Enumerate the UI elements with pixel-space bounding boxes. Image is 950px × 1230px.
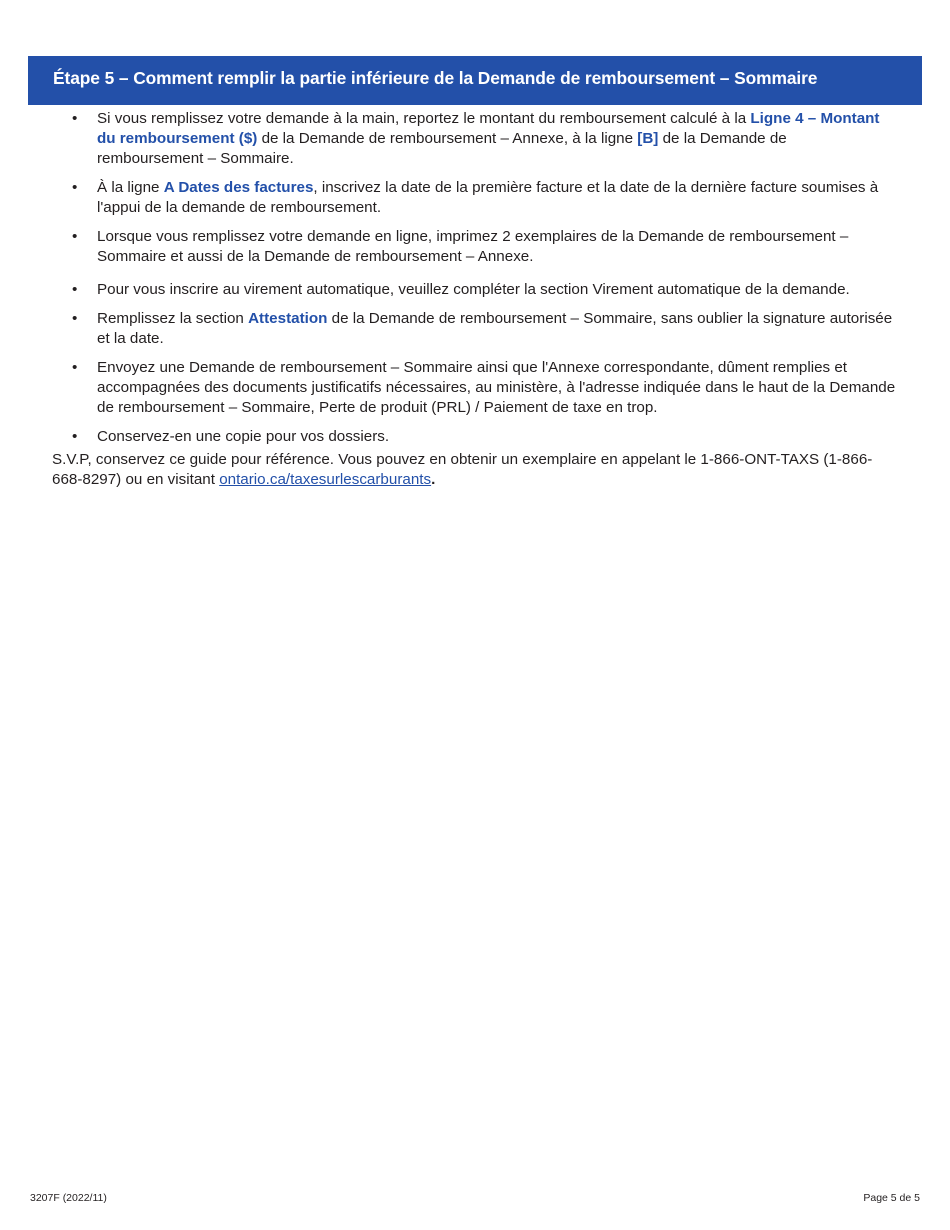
emphasis-line-b: [B] [637, 130, 659, 147]
bullet-icon: • [72, 310, 78, 327]
list-item [52, 427, 897, 447]
list-item-text: de la Demande de remboursement – Annexe, à la ligne [257, 130, 638, 147]
page-number: Page 5 de 5 [863, 1192, 920, 1204]
bullet-icon: • [72, 281, 78, 298]
list-item [52, 109, 897, 169]
emphasis-dates: A Dates des factures [163, 179, 314, 196]
list-item-text: , inscrivez la date de la première facture et la date de la dernière facture soumises à l'appui de la demande de remboursement. [97, 179, 879, 216]
list-item [52, 309, 897, 349]
list-item-text: Pour vous inscrire au virement automatique, veuillez compléter la section Virement automatique de la demande. [97, 281, 850, 298]
guide-note [52, 450, 897, 490]
list-item-text: À la ligne [97, 179, 164, 196]
bullet-icon: • [72, 179, 78, 196]
list-item-text: de la Demande de remboursement – Sommaire. [97, 130, 787, 167]
bullet-icon: • [72, 359, 78, 376]
list-item [52, 280, 897, 300]
list-item-text: Si vous remplissez votre demande à la main, reportez le montant du remboursement calculé à la [97, 110, 751, 127]
bullet-icon: • [72, 228, 78, 245]
list-item [52, 178, 897, 218]
form-code: 3207F (2022/11) [30, 1192, 107, 1204]
list-item [52, 227, 897, 267]
section-title: Étape 5 – Comment remplir la partie inférieure de la Demande de remboursement – Sommaire [53, 68, 818, 88]
emphasis-line-4: Ligne 4 – Montant du remboursement ($) [97, 110, 880, 147]
list-item-text: Lorsque vous remplissez votre demande en ligne, imprimez 2 exemplaires de la Demande de remboursement – Sommaire et aussi de la Demande de remboursement – Annexe. [97, 228, 849, 265]
instruction-list [52, 109, 897, 447]
emphasis-attestation: Attestation [248, 310, 328, 327]
instructions-content [52, 109, 897, 505]
list-item-text: Remplissez la section [97, 310, 249, 327]
guide-note-text: S.V.P, conservez ce guide pour référence. Vous pouvez en obtenir un exemplaire en appelant le 1-866-ONT-TAXS (1-866-668-8297) ou en visitant [52, 451, 873, 488]
list-item-text: de la Demande de remboursement – Sommaire, sans oublier la signature autorisée et la date. [97, 310, 893, 347]
note-period: . [431, 471, 436, 488]
list-item-text: Conservez-en une copie pour vos dossiers. [97, 428, 390, 445]
bullet-icon: • [72, 428, 78, 445]
ontario-fuel-tax-link[interactable]: ontario.ca/taxesurlescarburants [219, 471, 432, 488]
list-item-text: Envoyez une Demande de remboursement – Sommaire ainsi que l'Annexe correspondante, dûment remplies et accompagnées des documents justificatifs nécessaires, au ministère, à l'adresse indiquée dans le haut de la Demande de remboursement – Sommaire, Perte de produit (PRL) / Paiement de taxe en trop. [97, 359, 896, 416]
bullet-icon: • [72, 110, 78, 127]
section-header [28, 56, 922, 105]
list-item [52, 358, 897, 418]
